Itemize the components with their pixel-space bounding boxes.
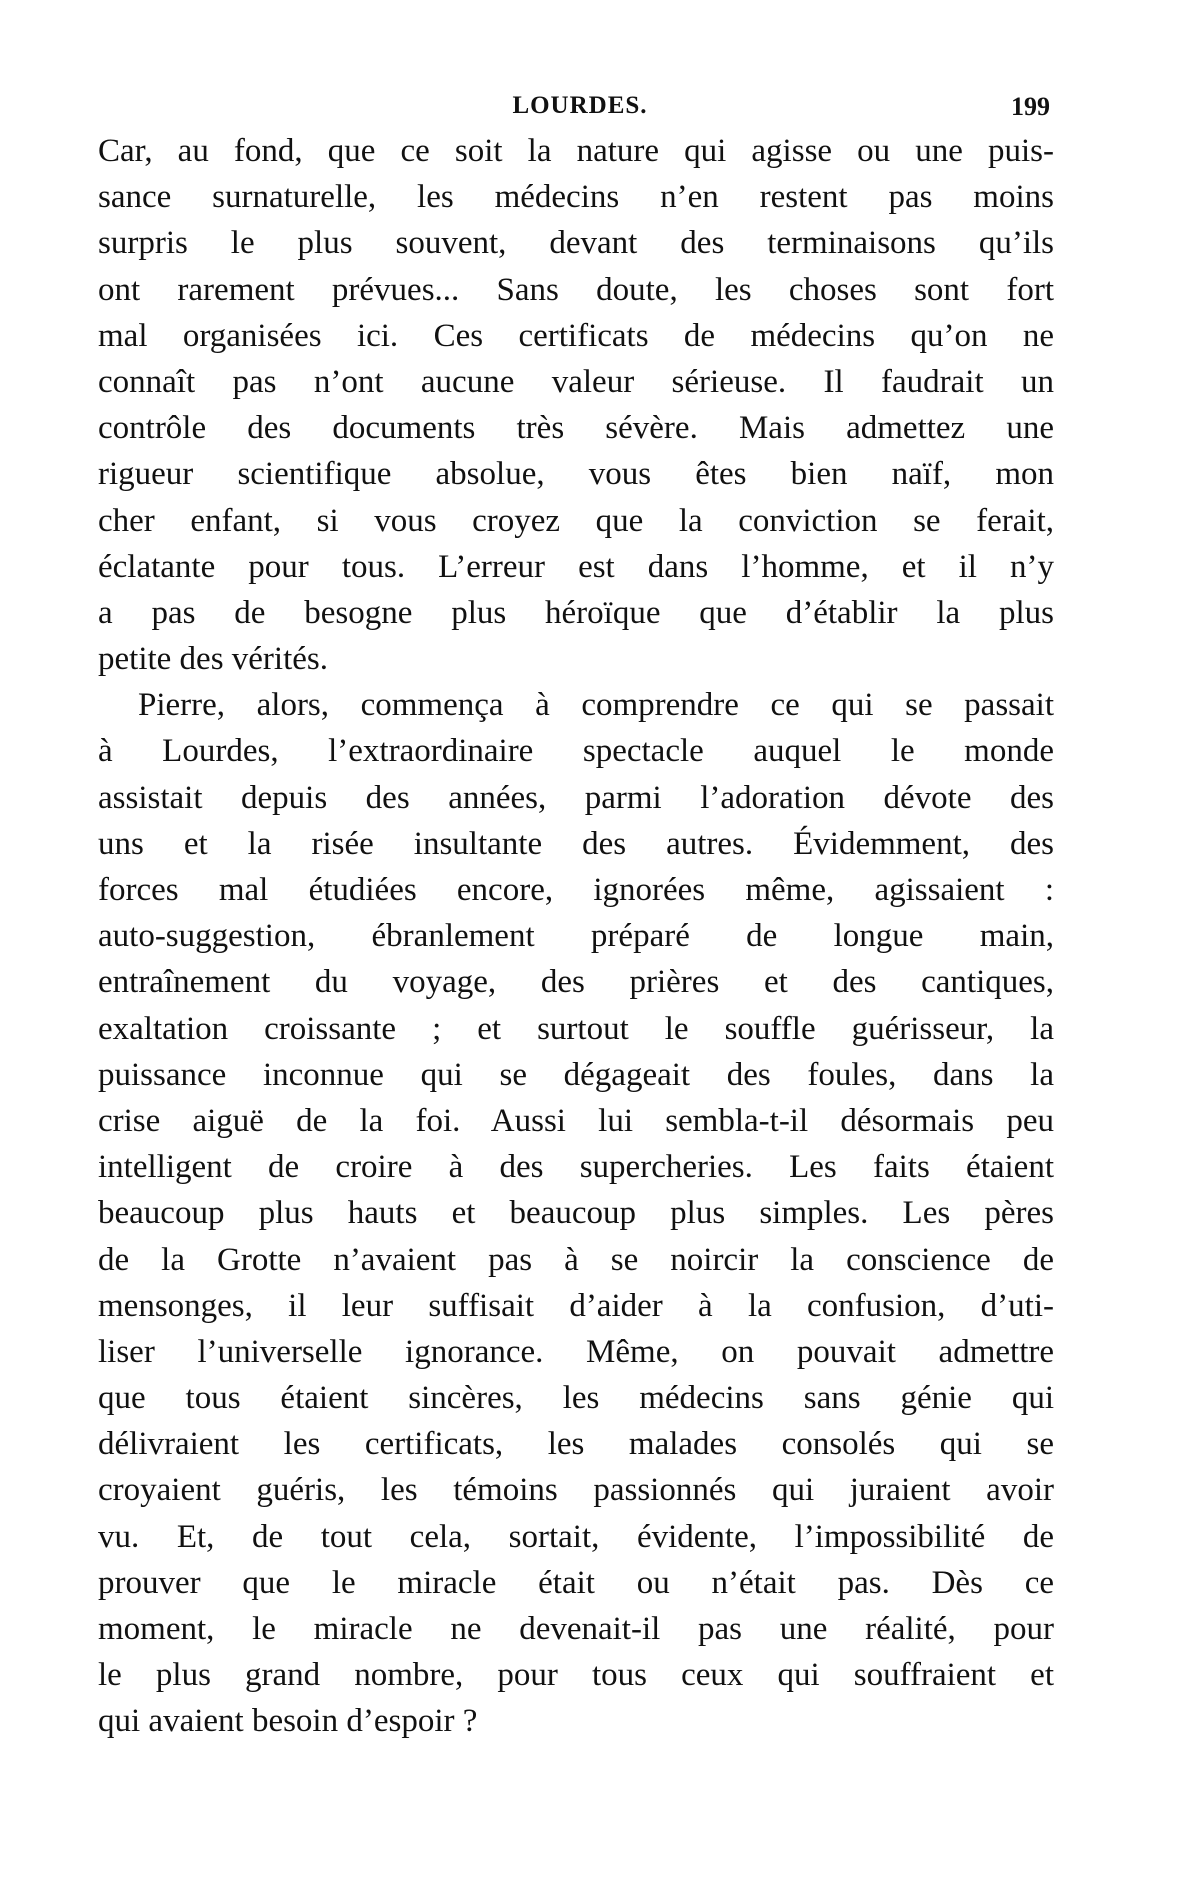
text-line: le plus grand nombre, pour tous ceux qui souffraient et: [98, 1657, 1054, 1694]
text-line: qui avaient besoin d’espoir ?: [98, 1703, 478, 1740]
text-line: forces mal étudiées encore, ignorées même, agissaient :: [98, 872, 1054, 908]
text-line: mensonges, il leur suffisait d’aider à la confusion, d’uti-: [98, 1287, 1054, 1324]
text-line: beaucoup plus hauts et beaucoup plus simples. Les pères: [98, 1195, 1054, 1232]
text-line: surpris le plus souvent, devant des terminaisons qu’ils: [98, 225, 1054, 262]
text-line: à Lourdes, l’extraordinaire spectacle auquel le monde: [98, 733, 1054, 770]
text-line: éclatante pour tous. L’erreur est dans l’homme, et il n’y: [98, 548, 1054, 585]
text-line: Pierre, alors, commença à comprendre ce qui se passait: [138, 687, 1054, 724]
text-line: mal organisées ici. Ces certificats de médecins qu’on ne: [98, 317, 1054, 354]
text-line: exaltation croissante ; et surtout le souffle guérisseur, la: [98, 1010, 1054, 1047]
text-line: intelligent de croire à des supercheries. Les faits étaient: [98, 1149, 1054, 1186]
text-line: ont rarement prévues... Sans doute, les choses sont fort: [98, 271, 1054, 308]
text-line: rigueur scientifique absolue, vous êtes bien naïf, mon: [98, 456, 1054, 493]
text-line: puissance inconnue qui se dégageait des foules, dans la: [98, 1056, 1054, 1093]
text-line: crise aiguë de la foi. Aussi lui sembla-t-il désormais peu: [98, 1102, 1054, 1139]
paragraph-1: [98, 128, 1054, 682]
text-line: prouver que le miracle était ou n’était pas. Dès ce: [98, 1564, 1054, 1601]
paragraph-2: [98, 682, 1054, 1744]
text-line: uns et la risée insultante des autres. Évidemment, des: [98, 825, 1054, 862]
text-line: a pas de besogne plus héroïque que d’établir la plus: [98, 594, 1054, 631]
running-title: LOURDES.: [512, 92, 648, 119]
text-line: contrôle des documents très sévère. Mais admettez une: [98, 410, 1054, 447]
text-line: vu. Et, de tout cela, sortait, évidente, l’impossibilité de: [98, 1518, 1054, 1555]
page-number: 199: [1011, 92, 1050, 121]
text-line: que tous étaient sincères, les médecins sans génie qui: [98, 1380, 1054, 1417]
text-line: moment, le miracle ne devenait-il pas une réalité, pour: [98, 1611, 1054, 1647]
text-line: délivraient les certificats, les malades consolés qui se: [98, 1426, 1054, 1463]
text-line: auto-suggestion, ébranlement préparé de longue main,: [98, 918, 1054, 955]
text-line: sance surnaturelle, les médecins n’en restent pas moins: [98, 179, 1054, 216]
text-line: petite des vérités.: [98, 641, 329, 678]
text-line: cher enfant, si vous croyez que la conviction se ferait,: [98, 502, 1054, 539]
text-line: entraînement du voyage, des prières et des cantiques,: [98, 964, 1054, 1001]
text-line: Car, au fond, que ce soit la nature qui agisse ou une puis-: [98, 133, 1054, 169]
text-line: croyaient guéris, les témoins passionnés qui juraient avoir: [98, 1472, 1054, 1509]
running-head: [100, 92, 1060, 124]
text-line: de la Grotte n’avaient pas à se noircir la conscience de: [98, 1241, 1054, 1278]
text-line: connaît pas n’ont aucune valeur sérieuse. Il faudrait un: [98, 363, 1054, 400]
body-text: [98, 128, 1054, 1745]
text-line: assistait depuis des années, parmi l’adoration dévote des: [98, 779, 1054, 816]
text-line: liser l’universelle ignorance. Même, on pouvait admettre: [98, 1333, 1054, 1370]
